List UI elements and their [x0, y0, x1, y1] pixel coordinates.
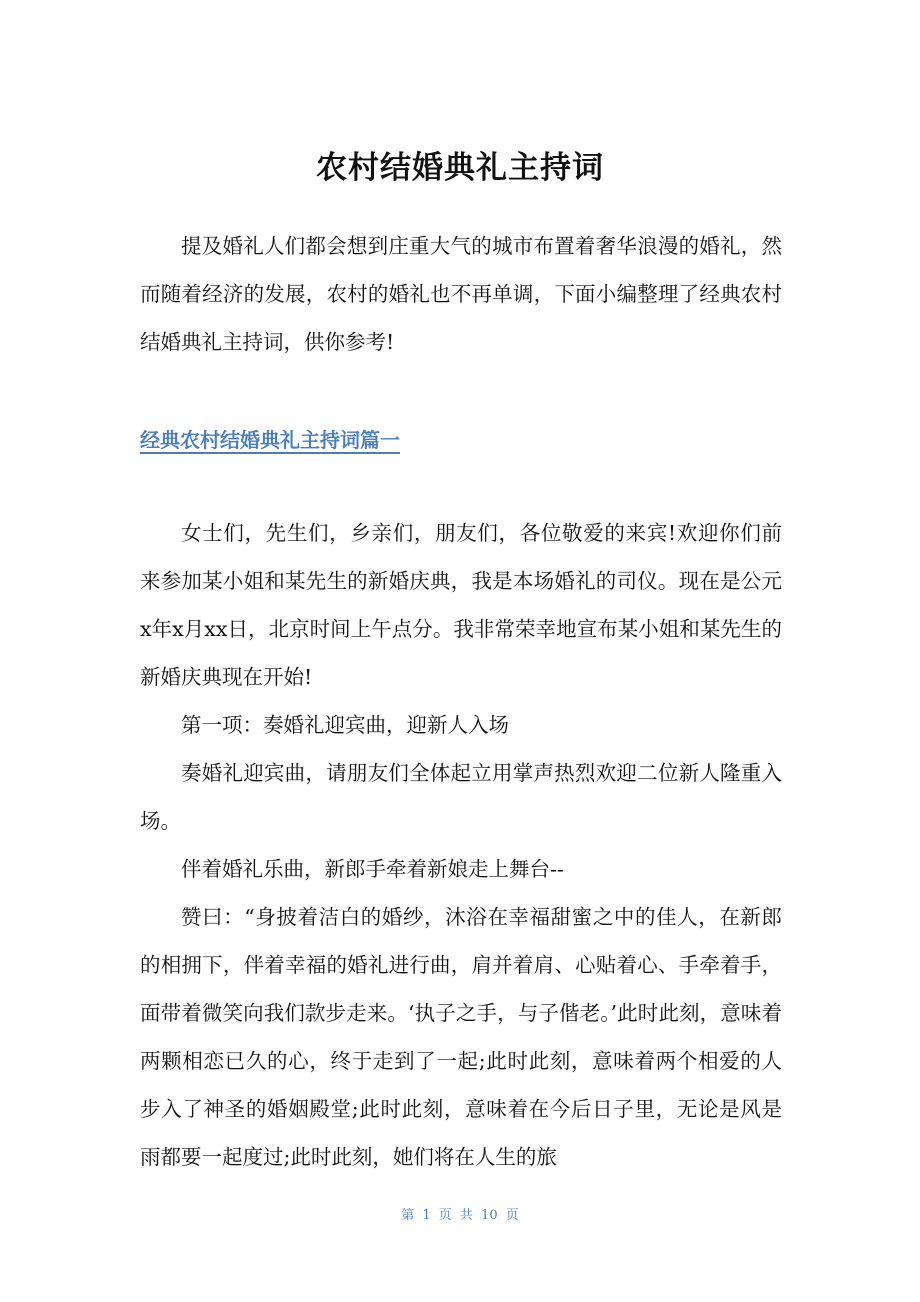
page-number-footer: 第 1 页 共 10 页: [401, 1208, 519, 1223]
body-text: [140, 509, 782, 1181]
body-paragraph: 女士们，先生们，乡亲们，朋友们，各位敬爱的来宾!欢迎你们前来参加某小姐和某先生的新婚庆典，我是本场婚礼的司仪。现在是公元x年x月xx日，北京时间上午点分。我非常荣幸地宣布某小姐和某先生的新婚庆典现在开始!: [140, 521, 782, 689]
document-title: 农村结婚典礼主持词: [316, 150, 604, 186]
body-paragraph: 第一项：奏婚礼迎宾曲，迎新人入场: [181, 713, 509, 737]
intro-paragraph: 提及婚礼人们都会想到庄重大气的城市布置着奢华浪漫的婚礼，然而随着经济的发展，农村的婚礼也不再单调，下面小编整理了经典农村结婚典礼主持词，供你参考!: [140, 234, 782, 354]
intro-block: [140, 222, 782, 366]
body-paragraph: 奏婚礼迎宾曲，请朋友们全体起立用掌声热烈欢迎二位新人隆重入场。: [140, 761, 782, 833]
body-paragraph: 伴着婚礼乐曲，新郎手牵着新娘走上舞台--: [181, 857, 564, 881]
body-paragraph: 赞曰：“身披着洁白的婚纱，沐浴在幸福甜蜜之中的佳人，在新郎的相拥下，伴着幸福的婚礼进行曲，肩并着肩、心贴着心、手牵着手，面带着微笑向我们款步走来。‘执子之手，与子偕老。’此时此刻，意味着两颗相恋已久的心，终于走到了一起;此时此刻，意味着两个相爱的人步入了神圣的婚姻殿堂;此时此刻，意味着在今后日子里，无论是风是雨都要一起度过;此时此刻，她们将在人生的旅: [140, 905, 782, 1169]
section-heading-link[interactable]: 经典农村结婚典礼主持词篇一: [140, 428, 400, 452]
